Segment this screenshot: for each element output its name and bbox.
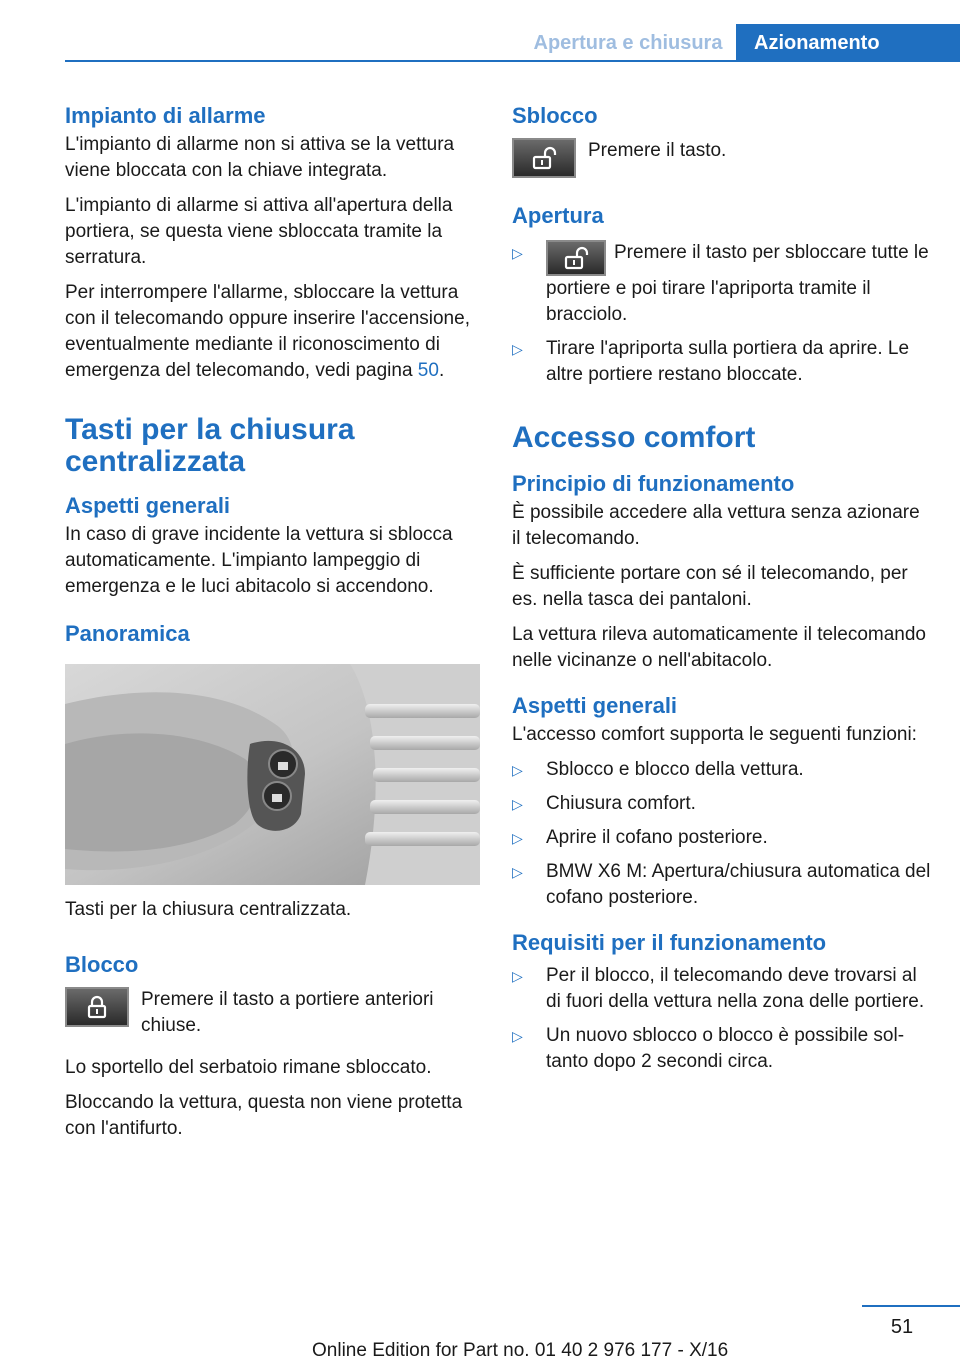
alarm-paragraph-3-text: Per interrompere l'allarme, sbloccare la vettura con il telecomando oppure inserire l'accensione, eventualmente mediante il riconoscimento di emergenza del telecomando, vedi pagina	[65, 282, 470, 381]
comfort-general-heading: Aspetti generali	[512, 693, 678, 718]
bullet-triangle-icon: ▷	[512, 1028, 523, 1044]
list-item	[512, 240, 932, 328]
principle-paragraph-3: La vettura rileva automaticamente il telecomando nelle vicinanze o nell'abitacolo.	[512, 624, 927, 671]
alarm-paragraph-3	[65, 280, 485, 384]
unlock-button-row	[512, 138, 932, 178]
bullet-triangle-icon: ▷	[512, 968, 523, 984]
unlock-heading: Sblocco	[512, 103, 598, 128]
lock-open-icon	[546, 240, 606, 276]
list-item	[512, 859, 932, 911]
general-heading: Aspetti generali	[65, 493, 231, 518]
lock-instruction: Premere il tasto a portiere anteriori chiuse.	[141, 989, 434, 1036]
function-item-text: Chiusura comfort.	[546, 793, 696, 814]
functions-list	[512, 757, 932, 911]
bullet-triangle-icon: ▷	[512, 245, 523, 261]
unlock-instruction: Premere il tasto.	[588, 140, 727, 161]
bullet-triangle-icon: ▷	[512, 341, 523, 357]
lock-closed-icon	[65, 987, 129, 1027]
photo-caption: Tasti per la chiusura centralizzata.	[65, 899, 352, 920]
bullet-triangle-icon: ▷	[512, 830, 523, 846]
lock-heading: Blocco	[65, 952, 139, 977]
opening-item-text: Tirare l'apriporta sulla portiera da aprire. Le altre portiere restano bloccate.	[546, 338, 910, 385]
opening-heading: Apertura	[512, 203, 604, 228]
list-item	[512, 1023, 932, 1075]
list-item	[512, 825, 932, 851]
requirement-item-text: Per il blocco, il telecomando deve trovarsi al di fuori della vettura nella zona delle portiere.	[546, 965, 925, 1012]
chapter-tab: Azionamento	[736, 24, 960, 62]
principle-heading: Principio di funzionamento	[512, 471, 795, 496]
opening-item-text: Premere il tasto per sbloccare tutte le portiere e poi tirare l'apriporta tramite il bracciolo.	[546, 242, 929, 325]
opening-list	[512, 240, 932, 388]
list-item	[512, 791, 932, 817]
general-paragraph: In caso di grave incidente la vettura si sblocca automaticamente. L'impianto lampeggio di emergenza e le luci abitacolo si accendono.	[65, 524, 453, 597]
comfort-general-paragraph: L'accesso comfort supporta le seguenti funzioni:	[512, 724, 917, 745]
requirements-list	[512, 963, 932, 1075]
bullet-triangle-icon: ▷	[512, 762, 523, 778]
section-tab: Apertura e chiusura	[533, 32, 723, 54]
comfort-access-heading: Accesso comfort	[512, 421, 756, 454]
function-item-text: Sblocco e blocco della vettura.	[546, 759, 804, 780]
lock-paragraph-1: Lo sportello del serbatoio rimane sbloccato.	[65, 1057, 432, 1078]
door-buttons-photo	[65, 664, 480, 885]
alarm-paragraph-1: L'impianto di allarme non si attiva se la vettura viene bloccata con la chiave integrata.	[65, 134, 455, 181]
function-item-text: Aprire il cofano posteriore.	[546, 827, 768, 848]
list-item	[512, 336, 932, 388]
central-locking-heading: Tasti per la chiusura centralizzata	[65, 413, 355, 478]
bullet-triangle-icon: ▷	[512, 796, 523, 812]
list-item	[512, 757, 932, 783]
lock-button-row	[65, 987, 485, 1039]
principle-paragraph-2: È sufficiente portare con sé il telecomando, per es. nella tasca dei pantaloni.	[512, 563, 908, 610]
alarm-paragraph-2: L'impianto di allarme si attiva all'apertura della portiera, se questa viene sbloccata tramite la serratura.	[65, 195, 453, 268]
alarm-paragraph-3-end: .	[438, 360, 445, 381]
requirement-item-text: Un nuovo sblocco o blocco è possibile soltanto dopo 2 secondi circa.	[546, 1025, 905, 1072]
left-column	[65, 100, 485, 1151]
overview-heading: Panoramica	[65, 621, 190, 646]
footer-rule	[862, 1305, 960, 1307]
function-item-text: BMW X6 M: Apertura/chiusura automatica del cofano posteriore.	[546, 861, 931, 908]
list-item	[512, 963, 932, 1015]
alarm-heading: Impianto di allarme	[65, 103, 266, 128]
header-rule	[65, 60, 960, 62]
page-number: 51	[890, 1316, 914, 1338]
requirements-heading: Requisiti per il funzionamento	[512, 930, 827, 955]
lock-open-icon	[512, 138, 576, 178]
right-column	[512, 100, 932, 1083]
lock-paragraph-2: Bloccando la vettura, questa non viene protetta con l'antifurto.	[65, 1092, 463, 1139]
page-reference-link[interactable]: 50	[417, 360, 439, 381]
bullet-triangle-icon: ▷	[512, 864, 523, 880]
principle-paragraph-1: È possibile accedere alla vettura senza azionare il telecomando.	[512, 502, 920, 549]
edition-footer: Online Edition for Part no. 01 40 2 976 177 - X/16	[312, 1340, 729, 1361]
